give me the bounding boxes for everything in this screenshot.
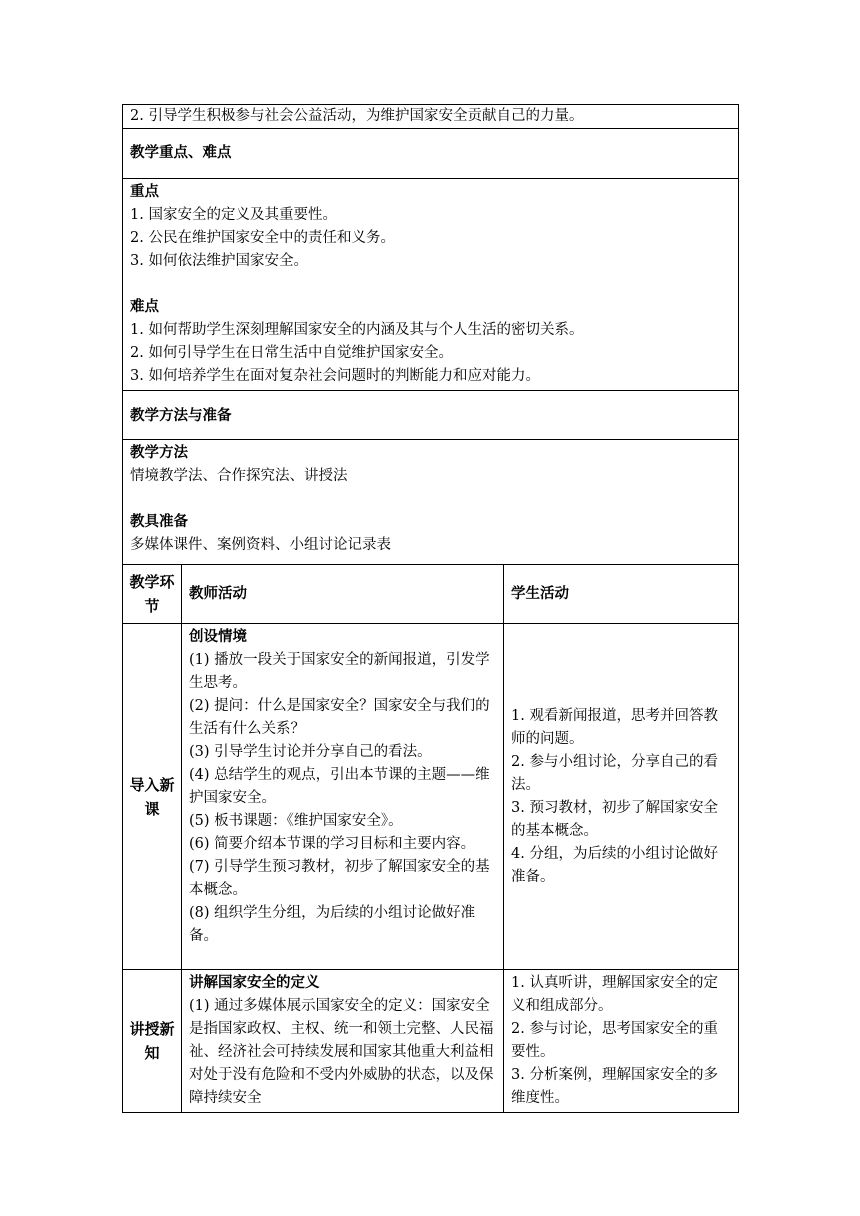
list-item: 3. 如何依法维护国家安全。	[130, 253, 308, 269]
list-item: (2) 提问：什么是国家安全？国家安全与我们的生活有什么关系？	[189, 698, 490, 737]
teacher-activity-cell	[182, 624, 504, 970]
list-item: 2. 参与讨论，思考国家安全的重要性。	[511, 1021, 718, 1060]
lesson-plan-page	[122, 104, 738, 1113]
methods-row	[123, 440, 739, 565]
objectives-row	[123, 105, 739, 129]
important-label: 重点	[130, 184, 159, 200]
process-header-row	[123, 565, 739, 624]
method-text: 情境教学法、合作探究法、讲授法	[130, 468, 348, 484]
list-item: 2. 如何引导学生在日常生活中自觉维护国家安全。	[130, 345, 453, 361]
list-item: 3. 预习教材，初步了解国家安全的基本概念。	[511, 799, 718, 839]
student-activity-cell	[504, 970, 739, 1113]
lesson-plan-table	[122, 104, 739, 1113]
list-item: 2. 公民在维护国家安全中的责任和义务。	[130, 230, 395, 246]
objective-item: 2. 引导学生积极参与社会公益活动，为维护国家安全贡献自己的力量。	[130, 108, 584, 124]
list-item: 1. 观看新闻报道，思考并回答教师的问题。	[511, 707, 718, 747]
key-points-row	[123, 179, 739, 391]
stage-cell: 导入新课	[123, 624, 182, 970]
student-header: 学生活动	[504, 565, 739, 624]
key-points-header-row	[123, 129, 739, 179]
list-item: (4) 总结学生的观点，引出本节课的主题——维护国家安全。	[189, 767, 490, 806]
list-item: 2. 参与小组讨论，分享自己的看法。	[511, 753, 718, 793]
process-row-intro	[123, 624, 739, 970]
list-item: 4. 分组，为后续的小组讨论做好准备。	[511, 845, 718, 885]
prep-label: 教具准备	[130, 514, 188, 530]
list-item: (1) 通过多媒体展示国家安全的定义：国家安全是指国家政权、主权、统一和领土完整、人民福祉、经济社会可持续发展和国家其他重大利益相对处于没有危险和不受内外威胁的状态，以及保障持续安全	[189, 998, 494, 1106]
list-item: (5) 板书课题：《维护国家安全》。	[189, 813, 403, 829]
prep-text: 多媒体课件、案例资料、小组讨论记录表	[130, 537, 391, 553]
teacher-header: 教师活动	[182, 565, 504, 624]
student-activity-cell	[504, 624, 739, 970]
list-item: (1) 播放一段关于国家安全的新闻报道，引发学生思考。	[189, 652, 490, 691]
stage-header: 教学环节	[123, 565, 182, 624]
activity-title: 讲解国家安全的定义	[189, 975, 320, 991]
list-item: (6) 简要介绍本节课的学习目标和主要内容。	[189, 836, 476, 852]
list-item: (8) 组织学生分组，为后续的小组讨论做好准备。	[189, 905, 476, 944]
list-item: 1. 如何帮助学生深刻理解国家安全的内涵及其与个人生活的密切关系。	[130, 322, 584, 338]
methods-header-row	[123, 391, 739, 440]
process-row-new-knowledge	[123, 970, 739, 1113]
list-item: (3) 引导学生讨论并分享自己的看法。	[189, 744, 432, 760]
list-item: 1. 认真听讲，理解国家安全的定义和组成部分。	[511, 975, 718, 1014]
activity-title: 创设情境	[189, 629, 247, 645]
teacher-activity-cell	[182, 970, 504, 1113]
list-item: 1. 国家安全的定义及其重要性。	[130, 207, 337, 223]
difficult-label: 难点	[130, 299, 159, 315]
stage-cell: 讲授新知	[123, 970, 182, 1113]
list-item: 3. 如何培养学生在面对复杂社会问题时的判断能力和应对能力。	[130, 368, 540, 384]
section-title: 教学方法与准备	[130, 408, 232, 424]
section-title: 教学重点、难点	[130, 145, 232, 161]
method-label: 教学方法	[130, 445, 188, 461]
list-item: (7) 引导学生预习教材，初步了解国家安全的基本概念。	[189, 859, 490, 898]
list-item: 3. 分析案例，理解国家安全的多维度性。	[511, 1067, 718, 1106]
